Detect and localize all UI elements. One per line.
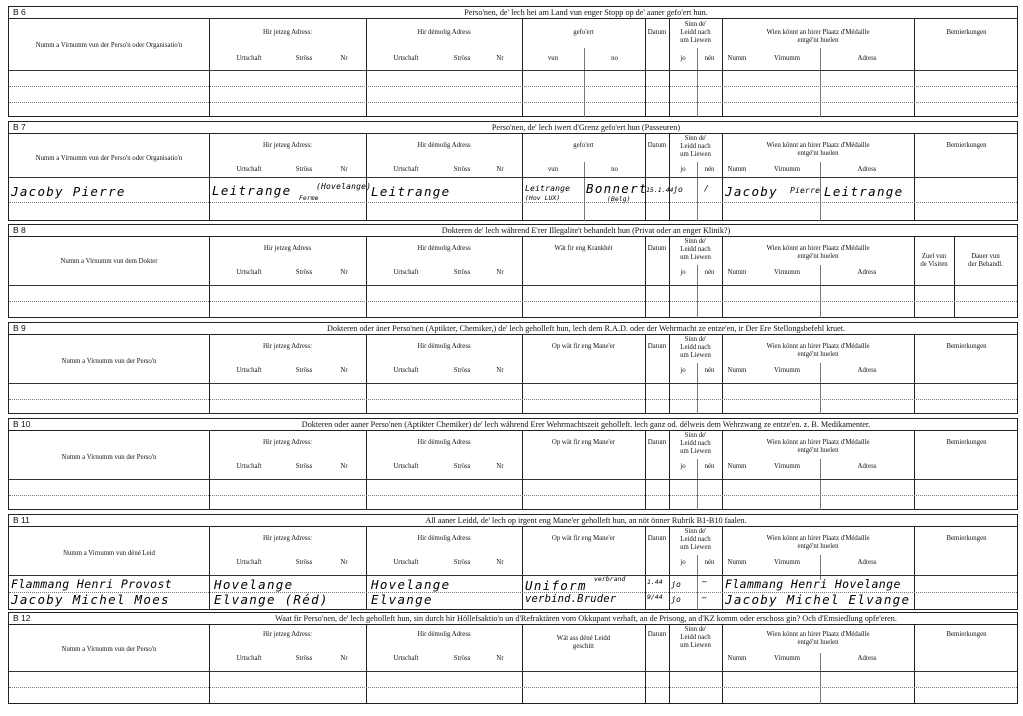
section-b6 bbox=[8, 6, 1018, 117]
col-yes: jo bbox=[680, 269, 686, 276]
col-nr: Nr bbox=[340, 463, 348, 470]
col-name-header: Numm a Virnumm vun der Perso'n oder Organisatio'n bbox=[35, 42, 183, 49]
col-medal-l2: entgé'nt huelen bbox=[797, 253, 839, 260]
col-alive-l1: Sinn de' bbox=[684, 135, 707, 142]
col-medal-name: Numm bbox=[727, 269, 747, 276]
col-current-address-header: Hir jetzeg Adress: bbox=[262, 142, 313, 149]
col-street: Ströss bbox=[453, 463, 471, 470]
col-locality: Urtschaft bbox=[393, 55, 419, 62]
col-no: nén bbox=[704, 559, 715, 566]
row-line bbox=[9, 687, 1017, 688]
row-line bbox=[9, 479, 1017, 480]
col-alive-l1: Sinn de' bbox=[684, 21, 707, 28]
entry-medal-address: Leitrange bbox=[824, 184, 904, 199]
entry-way: Uniform bbox=[525, 578, 587, 593]
col-medal-name: Numm bbox=[727, 55, 747, 62]
section-title: Perso'nen, de' lech iwert d'Grenz gefo'ert hun (Passeuren) bbox=[491, 123, 681, 132]
section-code: B 7 bbox=[13, 122, 26, 132]
col-medal-firstname: Virnumm bbox=[773, 655, 801, 662]
entry-way-top: verbrand bbox=[594, 575, 626, 583]
col-medal-firstname: Virnumm bbox=[773, 367, 801, 374]
row-line bbox=[9, 177, 1017, 178]
col-nr: Nr bbox=[496, 55, 504, 62]
col-alive-l3: um Liewen bbox=[680, 352, 711, 359]
section-header bbox=[9, 515, 1017, 527]
entry-way: verbind.Bruder bbox=[525, 593, 617, 605]
col-date: Datum bbox=[647, 142, 667, 149]
col-street: Ströss bbox=[453, 655, 471, 662]
col-former-address-header: Hir démolig Adress bbox=[417, 142, 471, 149]
section-code: B 11 bbox=[13, 515, 30, 525]
section-b10 bbox=[8, 418, 1018, 510]
entry-alive-no: — bbox=[702, 593, 708, 602]
col-alive-l3: um Liewen bbox=[680, 254, 711, 261]
section-code: B 10 bbox=[13, 419, 31, 429]
col-locality: Urtschaft bbox=[393, 655, 419, 662]
col-remarks: Bemierkungen bbox=[946, 343, 987, 350]
col-remarks: Bemierkungen bbox=[946, 439, 987, 446]
col-way: Op wät fir eng Mane'er bbox=[551, 535, 616, 542]
col-remarks: Bemierkungen bbox=[946, 29, 987, 36]
col-alive-l1: Sinn de' bbox=[684, 336, 707, 343]
entry-date: 9/44 bbox=[647, 593, 663, 601]
entry-current-street-note: (Hovelange) bbox=[316, 182, 372, 191]
col-locality: Urtschaft bbox=[236, 367, 262, 374]
col-nr: Nr bbox=[340, 55, 348, 62]
section-code: B 12 bbox=[13, 613, 31, 623]
entry-former-locality: Hovelange bbox=[371, 577, 451, 592]
col-former-address-header: Hir démolig Adress bbox=[417, 535, 471, 542]
entry-current-locality: Hovelange bbox=[214, 577, 294, 592]
col-date: Datum bbox=[647, 535, 667, 542]
col-former-address-header: Hir démolig Adress bbox=[417, 343, 471, 350]
section-b7 bbox=[8, 121, 1018, 221]
col-visits-l2: de Visiten bbox=[920, 261, 948, 268]
col-no: nén bbox=[704, 166, 715, 173]
col-medal-name: Numm bbox=[727, 166, 747, 173]
col-no: nén bbox=[704, 367, 715, 374]
entry-former-locality: Elvange bbox=[371, 592, 433, 607]
col-locality: Urtschaft bbox=[236, 166, 262, 173]
col-street: Ströss bbox=[295, 559, 313, 566]
col-date: Datum bbox=[647, 439, 667, 446]
col-medal-address: Adress bbox=[857, 367, 877, 374]
col-locality: Urtschaft bbox=[236, 559, 262, 566]
col-nr: Nr bbox=[340, 655, 348, 662]
col-street: Ströss bbox=[295, 655, 313, 662]
row-line bbox=[9, 202, 1017, 203]
col-date: Datum bbox=[647, 631, 667, 638]
col-medal-firstname: Virnumm bbox=[773, 55, 801, 62]
col-divider bbox=[954, 236, 955, 318]
entry-alive-yes: jo bbox=[671, 595, 682, 604]
col-remarks: Bemierkungen bbox=[946, 631, 987, 638]
col-medal-l1: Wien könnt an hirer Plaatz d'Médaille bbox=[766, 142, 870, 149]
col-locality: Urtschaft bbox=[236, 55, 262, 62]
col-alive-l2: Leidd nach bbox=[680, 634, 711, 641]
col-medal-name: Numm bbox=[727, 463, 747, 470]
col-medal-l2: entgé'nt huelen bbox=[797, 351, 839, 358]
col-alive-l3: um Liewen bbox=[680, 544, 711, 551]
section-b8 bbox=[8, 224, 1018, 318]
col-alive-l1: Sinn de' bbox=[684, 432, 707, 439]
section-b12 bbox=[8, 612, 1018, 704]
entry-current-locality: Elvange (Réd) bbox=[214, 592, 329, 607]
entry-to-sub: (Belg) bbox=[607, 195, 631, 203]
col-medal-address: Adress bbox=[857, 269, 877, 276]
col-former-address-header: Hir démolig Adress bbox=[417, 631, 471, 638]
row-line bbox=[9, 575, 1017, 576]
col-medal-l2: entgé'nt huelen bbox=[797, 543, 839, 550]
col-alive-l2: Leidd nach bbox=[680, 29, 711, 36]
col-way: Op wät fir eng Mane'er bbox=[551, 343, 616, 350]
col-divider bbox=[914, 236, 915, 318]
row-line bbox=[9, 285, 1017, 286]
col-name-header: Numm a Virnumm vun dem Dokter bbox=[60, 258, 158, 265]
row-line bbox=[9, 495, 1017, 496]
col-name-header: Numm a Virnumm vun der Perso'n bbox=[61, 358, 157, 365]
col-medal-l1: Wien könnt an hirer Plaatz d'Médaille bbox=[766, 535, 870, 542]
col-medal-firstname: Virnumm bbox=[773, 559, 801, 566]
col-medal-name: Numm bbox=[727, 655, 747, 662]
section-b9 bbox=[8, 322, 1018, 414]
col-alive-l1: Sinn de' bbox=[684, 528, 707, 535]
section-header bbox=[9, 419, 1017, 431]
col-medal-l2: entgé'nt huelen bbox=[797, 150, 839, 157]
col-street: Ströss bbox=[453, 55, 471, 62]
col-alive-l3: um Liewen bbox=[680, 151, 711, 158]
col-to: no bbox=[611, 55, 618, 62]
col-street: Ströss bbox=[295, 166, 313, 173]
col-medal-l2: entgé'nt huelen bbox=[797, 447, 839, 454]
col-nr: Nr bbox=[340, 559, 348, 566]
col-alive-l3: um Liewen bbox=[680, 642, 711, 649]
col-medal-firstname: Virnumm bbox=[773, 166, 801, 173]
col-street: Ströss bbox=[295, 269, 313, 276]
col-way: Op wät fir eng Mane'er bbox=[551, 439, 616, 446]
col-locality: Urtschaft bbox=[236, 655, 262, 662]
col-alive-l2: Leidd nach bbox=[680, 440, 711, 447]
col-alive-l3: um Liewen bbox=[680, 37, 711, 44]
col-nr: Nr bbox=[496, 463, 504, 470]
entry-medal-firstname: Pierre bbox=[790, 186, 821, 195]
col-from: vun bbox=[547, 166, 559, 173]
col-no: nén bbox=[704, 463, 715, 470]
entry-date: 15.1.44 bbox=[646, 186, 674, 194]
col-current-address-header: Hir jetzeg Adress: bbox=[262, 631, 313, 638]
col-nr: Nr bbox=[340, 166, 348, 173]
section-title: Dokteren oder äner Perso'nen (Aptikter, Chemiker,) de' lech geholleft hun, lech dem R.A.D. oder der Wehrmacht ze entze'en, ir Der Ere Stellongsbefehl kruet. bbox=[326, 324, 846, 333]
col-nr: Nr bbox=[496, 655, 504, 662]
col-medal-l1: Wien könnt an hirer Plaatz d'Médaille bbox=[766, 631, 870, 638]
col-medal-address: Adress bbox=[857, 463, 877, 470]
col-street: Ströss bbox=[453, 166, 471, 173]
row-line bbox=[9, 383, 1017, 384]
col-alive-l1: Sinn de' bbox=[684, 238, 707, 245]
col-from: vun bbox=[547, 55, 559, 62]
col-medal-l2: entgé'nt huelen bbox=[797, 37, 839, 44]
entry-name: Jacoby Pierre bbox=[11, 184, 126, 199]
entry-to: Bonnert bbox=[586, 181, 648, 196]
entry-medal: Flammang Henri Hovelange bbox=[725, 577, 901, 591]
row-line bbox=[9, 399, 1017, 400]
entry-from: Leitrange bbox=[525, 184, 571, 193]
col-medal-firstname: Virnumm bbox=[773, 269, 801, 276]
section-header bbox=[9, 225, 1017, 237]
col-medal-address: Adress bbox=[857, 55, 877, 62]
col-current-address-header: Hir jetzeg Adress: bbox=[262, 535, 313, 542]
section-title: All aaner Leidd, de' lech op irgent eng Mane'er geholleft hun, an nöt önner Rubrik B1-B10 faalen. bbox=[425, 516, 747, 525]
col-former-address-header: Hir démolig Adress bbox=[417, 439, 471, 446]
col-locality: Urtschaft bbox=[393, 559, 419, 566]
entry-from-sub: (Hov LUX) bbox=[525, 194, 561, 202]
col-locality: Urtschaft bbox=[393, 463, 419, 470]
col-date: Datum bbox=[647, 343, 667, 350]
col-alive-l2: Leidd nach bbox=[680, 246, 711, 253]
col-nr: Nr bbox=[496, 269, 504, 276]
col-street: Ströss bbox=[453, 269, 471, 276]
col-medal-l1: Wien könnt an hirer Plaatz d'Médaille bbox=[766, 343, 870, 350]
col-nr: Nr bbox=[496, 559, 504, 566]
col-transported-header: gefo'ert bbox=[573, 29, 594, 36]
col-name-header: Numm a Virnumm vun déné Leid bbox=[63, 550, 155, 557]
col-no: nén bbox=[704, 269, 715, 276]
col-nr: Nr bbox=[340, 269, 348, 276]
col-current-address-header: Hir jetzeg Adress bbox=[263, 245, 312, 252]
col-alive-l1: Sinn de' bbox=[684, 626, 707, 633]
col-medal-name: Numm bbox=[727, 367, 747, 374]
col-locality: Urtschaft bbox=[236, 269, 262, 276]
section-title: Dokteren de' lech während E'rer Illegalite't behandelt hun (Privat oder an enger Klinik?) bbox=[441, 226, 731, 235]
col-yes: jo bbox=[680, 559, 686, 566]
col-nr: Nr bbox=[340, 367, 348, 374]
col-yes: jo bbox=[680, 463, 686, 470]
entry-medal-name: Jacoby bbox=[725, 184, 778, 199]
col-current-address-header: Hir jetzeg Adress: bbox=[262, 29, 313, 36]
section-title: Waat fir Perso'nen, de' lech geholleft hun, sin durch hir Höllefsaktio'n un d'Refraktären vom Okkupant verhaft, an de Prisong, an d'KZ komm oder erschoss gin? Och d'Emsiedlung opfe'eren. bbox=[275, 614, 897, 623]
entry-medal: Jacoby Michel Elvange bbox=[725, 592, 911, 607]
section-code: B 6 bbox=[13, 7, 26, 17]
section-title: Perso'nen, de' lech hei am Land vun enger Stopp op de' aaner gefo'ert hun. bbox=[464, 8, 708, 17]
col-alive-l2: Leidd nach bbox=[680, 143, 711, 150]
entry-name: Jacoby Michel Moes bbox=[11, 592, 170, 607]
col-alive-l2: Leidd nach bbox=[680, 344, 711, 351]
row-line bbox=[9, 102, 1017, 103]
col-name-header: Numm a Virnumm vun der Perso'n bbox=[61, 646, 157, 653]
col-yes: jo bbox=[680, 166, 686, 173]
col-alive-l2: Leidd nach bbox=[680, 536, 711, 543]
col-yes: jo bbox=[680, 367, 686, 374]
entry-former-locality: Leitrange bbox=[371, 184, 451, 199]
col-medal-address: Adress bbox=[857, 559, 877, 566]
col-medal-address: Adress bbox=[857, 655, 877, 662]
section-header bbox=[9, 613, 1017, 625]
col-locality: Urtschaft bbox=[236, 463, 262, 470]
section-title: Dokteren oder aaner Perso'nen (Aptikter Chemiker) de' lech während Erer Wehrmachtszeit geholleft. lech ganz od. délweis dem Wehrzwang ze entze'en. z. B. Medikamenter. bbox=[301, 420, 871, 429]
col-name-header: Numm a Virnumm vun der Perso'n oder Organisatio'n bbox=[35, 155, 183, 162]
col-alive-l3: um Liewen bbox=[680, 448, 711, 455]
section-code: B 9 bbox=[13, 323, 26, 333]
col-illness: Wät fir eng Krankhét bbox=[554, 245, 613, 252]
col-nr: Nr bbox=[496, 166, 504, 173]
row-line bbox=[9, 671, 1017, 672]
col-current-address-header: Hir jetzeg Adress: bbox=[262, 343, 313, 350]
row-line bbox=[9, 70, 1017, 71]
col-locality: Urtschaft bbox=[393, 166, 419, 173]
col-what-happened-l1: Wät ass déné Leidd bbox=[556, 635, 611, 642]
col-duration-l2: der Behandl. bbox=[968, 261, 1003, 268]
section-code: B 8 bbox=[13, 225, 26, 235]
col-nr: Nr bbox=[496, 367, 504, 374]
col-no: nén bbox=[704, 55, 715, 62]
col-medal-l1: Wien könnt an hirer Plaatz d'Médaille bbox=[766, 439, 870, 446]
entry-alive-no: / bbox=[704, 184, 710, 193]
col-remarks: Bemierkungen bbox=[946, 535, 987, 542]
section-header bbox=[9, 323, 1017, 335]
col-street: Ströss bbox=[295, 463, 313, 470]
col-street: Ströss bbox=[295, 55, 313, 62]
entry-name: Flammang Henri Provost bbox=[11, 577, 173, 591]
entry-current-locality: Leitrange bbox=[212, 183, 292, 198]
col-remarks: Bemierkungen bbox=[946, 142, 987, 149]
entry-date: 1.44 bbox=[647, 578, 663, 586]
col-former-address-header: Hir démolig Adress bbox=[417, 245, 471, 252]
col-name-header: Numm a Virnumm vun der Perso'n bbox=[61, 454, 157, 461]
col-duration-l1: Dauer vun bbox=[971, 253, 1000, 260]
col-medal-firstname: Virnumm bbox=[773, 463, 801, 470]
col-medal-name: Numm bbox=[727, 559, 747, 566]
section-b11 bbox=[8, 514, 1018, 610]
entry-current-street-sub: Ferme bbox=[299, 194, 319, 202]
entry-alive-no: — bbox=[702, 577, 708, 586]
col-transported-header: gefo'ert bbox=[573, 142, 594, 149]
col-medal-l1: Wien könnt an hirer Plaatz d'Médaille bbox=[766, 245, 870, 252]
col-street: Ströss bbox=[453, 559, 471, 566]
entry-alive-yes: jo bbox=[671, 580, 682, 589]
section-header bbox=[9, 122, 1017, 134]
col-what-happened-l2: geschitt bbox=[572, 643, 595, 650]
col-medal-l1: Wien könnt an hirer Plaatz d'Médaille bbox=[766, 29, 870, 36]
col-date: Datum bbox=[647, 245, 667, 252]
row-line bbox=[9, 86, 1017, 87]
col-yes: jo bbox=[680, 55, 686, 62]
col-medal-l2: entgé'nt huelen bbox=[797, 639, 839, 646]
col-street: Ströss bbox=[453, 367, 471, 374]
entry-alive-yes: jo bbox=[673, 185, 684, 194]
col-current-address-header: Hir jetzeg Adress: bbox=[262, 439, 313, 446]
col-visits-l1: Zuel vun bbox=[921, 253, 947, 260]
col-street: Ströss bbox=[295, 367, 313, 374]
row-line bbox=[9, 301, 1017, 302]
col-medal-address: Adress bbox=[857, 166, 877, 173]
section-header bbox=[9, 7, 1017, 19]
col-locality: Urtschaft bbox=[393, 269, 419, 276]
col-locality: Urtschaft bbox=[393, 367, 419, 374]
col-to: no bbox=[611, 166, 618, 173]
col-date: Datum bbox=[647, 29, 667, 36]
col-former-address-header: Hir démolig Adress bbox=[417, 29, 471, 36]
